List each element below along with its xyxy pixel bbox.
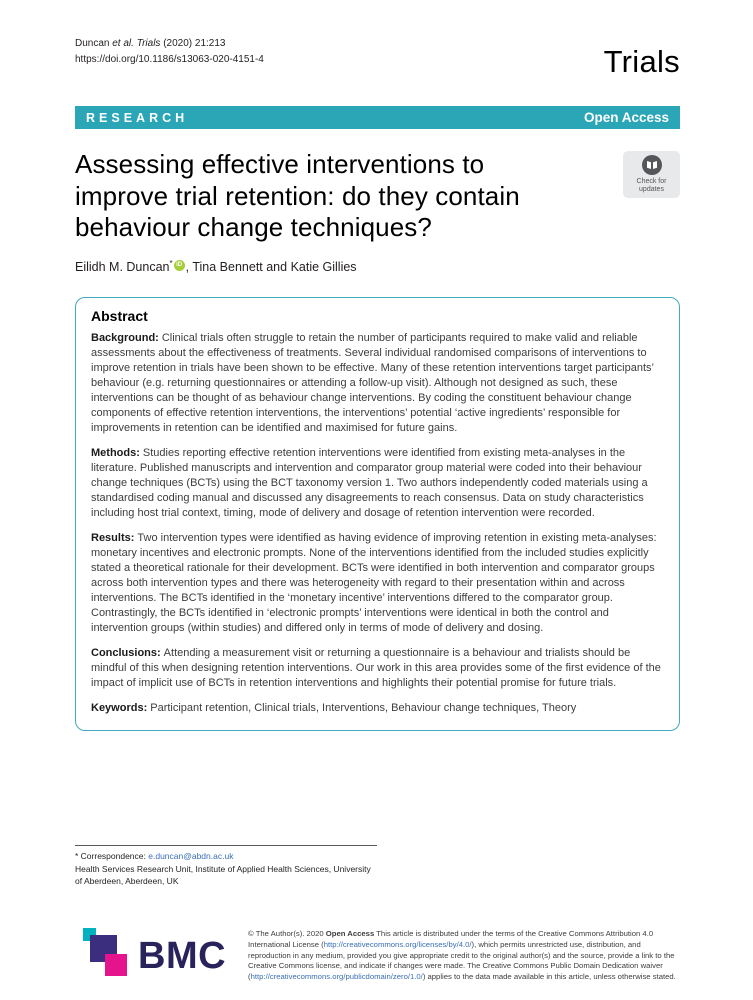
abstract-background [91,331,664,436]
license-text [248,929,680,982]
bmc-square-magenta [105,954,127,976]
citation-volume: (2020) 21:213 [160,38,226,49]
title-row [75,149,680,244]
orcid-icon[interactable]: iD [174,260,185,271]
doi-text: https://doi.org/10.1186/s13063-020-4151-4 [75,53,264,65]
journal-logo: Trials [603,44,680,79]
abstract-results-text: Two intervention types were identified as having evidence of improving retention in existing meta-analyses: monetary incentives and electronic prompts. None of the interventions identified from the included studies explicitly stated a theoretical rationale for their development. BCTs were identified in both intervention and comparator groups across both intervention types and there was heterogeneity with regard to their presentation within and across interventions. The BCTs identified in the ‘monetary incentive’ interventions differed to the comparator group. Contrastingly, the BCTs identified in ‘electronic prompts’ interventions were identical in both the control and intervention groups (within studies) and differed only in terms of mode of delivery and dosing. [91,532,657,635]
footnote-divider [75,845,377,846]
abstract-conclusions-text: Attending a measurement visit or returning a questionnaire is a behaviour and trialists should be mindful of this when designing retention interventions. Our work in this area provides some of the first evidence of the impact of implicit use of BCTs in retention interventions and highlights their potential promise for future trials. [91,647,661,690]
citation-journal-italic: et al. Trials [112,38,161,49]
abstract-methods-label: Methods: [91,447,140,460]
license-part4: ) applies to the data made available in this article, unless otherwise stated. [422,971,676,981]
article-type-label: RESEARCH [86,110,189,125]
keywords-text: Participant retention, Clinical trials, Interventions, Behaviour change techniques, Theory [150,702,577,715]
abstract-results-label: Results: [91,532,135,545]
correspondence-label: * Correspondence: [75,850,149,861]
abstract-heading: Abstract [91,308,148,325]
keywords-line [91,701,664,716]
bmc-logo[interactable] [83,928,226,984]
license-part3: ), which permits unrestricted use, distribution, and reproduction in any medium, provided you give appropriate credit to the original author(s) and the source, provide a link to the Creative Commons license, and indicate if changes were made. The Creative Commons Public Domain Dedication waiver ( [248,940,675,981]
cc-zero-license-link[interactable]: http://creativecommons.org/publicdomain/zero/1.0/ [250,971,423,981]
correspondence-email-link[interactable]: e.duncan@abdn.ac.uk [148,850,234,861]
check-for-updates-badge[interactable] [623,151,680,198]
keywords-label: Keywords: [91,702,148,715]
citation-line [75,36,264,52]
page-header [75,36,680,80]
citation-block [75,36,264,67]
open-access-label: Open Access [583,110,669,125]
abstract-conclusions [91,646,664,691]
cc-by-license-link[interactable]: http://creativecommons.org/licenses/by/4.0/ [323,940,472,950]
citation-author: Duncan [75,38,113,49]
page-title: Assessing effective interventions to improve trial retention: do they contain behaviour change techniques? [75,149,520,243]
correspondence-asterisk: * [169,259,173,269]
correspondence-line [75,850,377,863]
bmc-logo-mark-icon [83,928,129,984]
article-type-banner [75,106,680,129]
crossmark-label-line1: Check for [636,177,667,185]
license-part2: This article is distributed under the terms of the Creative Commons Attribution 4.0 International License ( [248,929,654,950]
abstract-methods-text: Studies reporting effective retention interventions were identified from existing meta-analyses in the literature. Published manuscripts and intervention and comparator group material were coded into their behaviour change techniques (BCTs) using the BCT taxonomy version 1. Two authors independently coded materials using a standardised coding manual and discussed any disagreements to reach consensus. Data on study characteristics including host trial context, timing, mode of delivery and dosage of retention intervention were recorded. [91,447,648,520]
author-list [75,259,680,274]
abstract-results [91,531,664,636]
abstract-background-label: Background: [91,332,159,345]
license-part1: © The Author(s). 2020 [248,929,326,939]
abstract-box [75,297,680,731]
correspondence-footnote [75,845,377,888]
crossmark-label-line2: updates [639,186,664,193]
license-open-access-bold: Open Access [325,929,375,939]
crossmark-label [637,178,667,195]
author-rest: , Tina Bennett and Katie Gillies [185,260,357,275]
abstract-conclusions-label: Conclusions: [91,647,161,660]
bmc-logo-text: BMC [138,934,227,977]
abstract-background-text: Clinical trials often struggle to retain the number of participants required to make valid and reliable assessments about the effectiveness of treatments. Several individual randomised comparisons of interventions to improve retention in trials have been shown to be effective. Many of these retention interventions target participants’ behaviour (e.g. returning questionnaires or attending a follow-up visit). Although not designed as such, these interventions can be thought of as behaviour change interventions. By coding the constituent behaviour change components of effective retention interventions, the interventions’ potential ‘active ingredients’ responsible for improvements in retention can be identified and maximised for future gains. [91,332,654,435]
affiliation-text: Health Services Research Unit, Institute of Applied Health Sciences, University of Aberdeen, Aberdeen, UK [75,863,371,887]
author-first: Eilidh M. Duncan [75,260,170,275]
crossmark-icon [642,155,662,175]
publisher-footer [83,928,683,984]
abstract-methods [91,446,664,521]
